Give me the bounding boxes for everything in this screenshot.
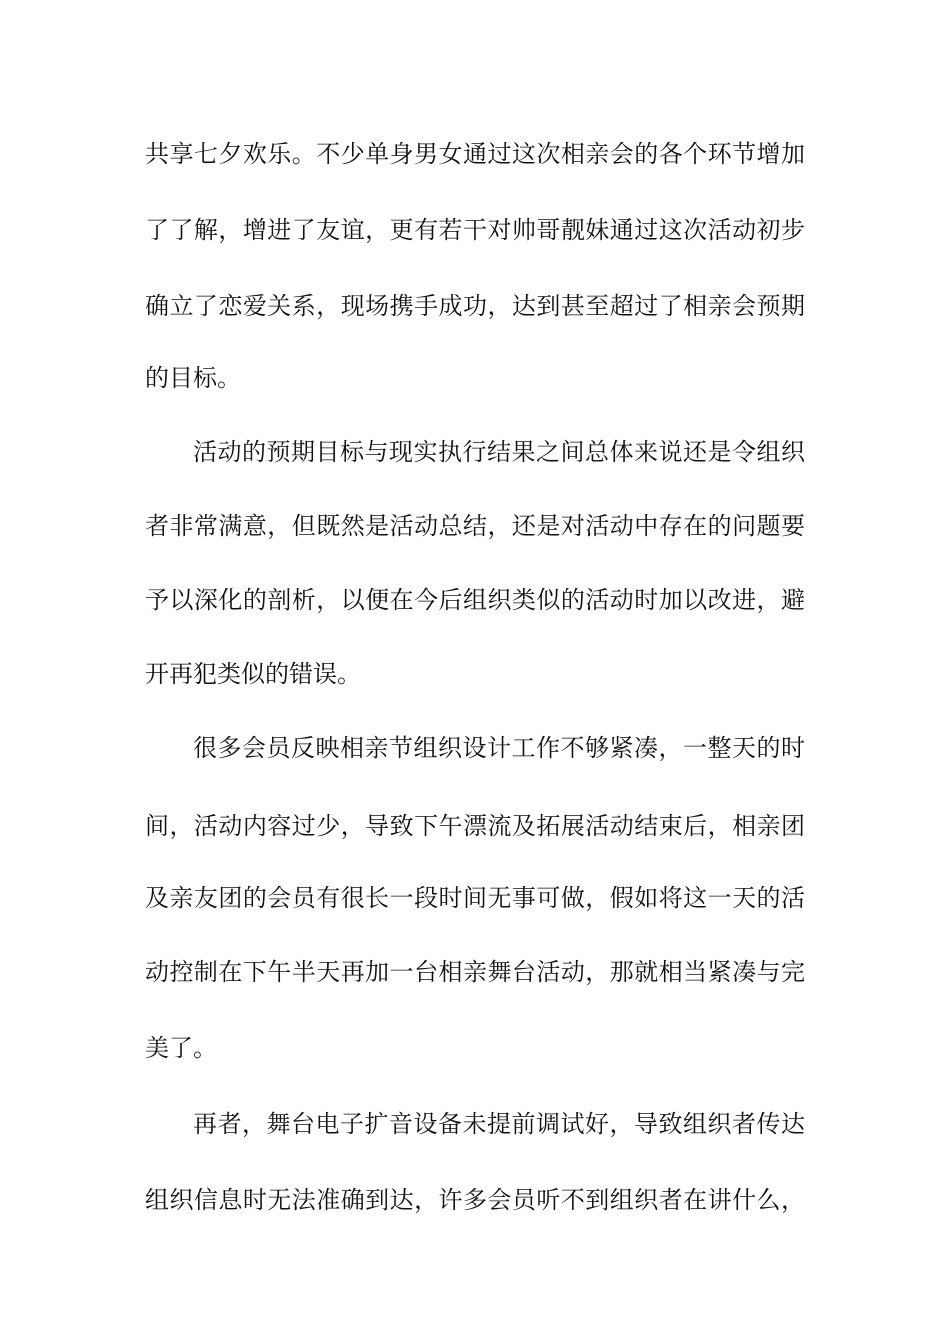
paragraph-3-line-2: 间，活动内容过少，导致下午漂流及拓展活动结束后，相亲团 <box>145 812 805 840</box>
paragraph-4-line-1: 再者，舞台电子扩音设备未提前调试好，导致组织者传达 <box>193 1110 805 1138</box>
paragraph-1-line-1: 共享七夕欢乐。不少单身男女通过这次相亲会的各个环节增加 <box>145 140 805 168</box>
paragraph-3-line-1: 很多会员反映相亲节组织设计工作不够紧凑，一整天的时 <box>193 734 805 762</box>
paragraph-3-line-4: 动控制在下午半天再加一台相亲舞台活动，那就相当紧凑与完 <box>145 958 805 986</box>
paragraph-1-line-2: 了了解，增进了友谊，更有若干对帅哥靓妹通过这次活动初步 <box>145 216 805 244</box>
paragraph-1-line-3: 确立了恋爱关系，现场携手成功，达到甚至超过了相亲会预期 <box>145 292 805 320</box>
paragraph-1-line-4: 的目标。 <box>145 364 241 392</box>
paragraph-3-line-3: 及亲友团的会员有很长一段时间无事可做，假如将这一天的活 <box>145 884 805 912</box>
paragraph-4-line-2: 组织信息时无法准确到达，许多会员听不到组织者在讲什么， <box>145 1186 805 1214</box>
paragraph-2-line-1: 活动的预期目标与现实执行结果之间总体来说还是令组织 <box>193 438 805 466</box>
paragraph-2-line-4: 开再犯类似的错误。 <box>145 660 361 688</box>
paragraph-2-line-2: 者非常满意，但既然是活动总结，还是对活动中存在的问题要 <box>145 512 805 540</box>
paragraph-2-line-3: 予以深化的剖析，以便在今后组织类似的活动时加以改进，避 <box>145 586 805 614</box>
paragraph-3-line-5: 美了。 <box>145 1034 217 1062</box>
